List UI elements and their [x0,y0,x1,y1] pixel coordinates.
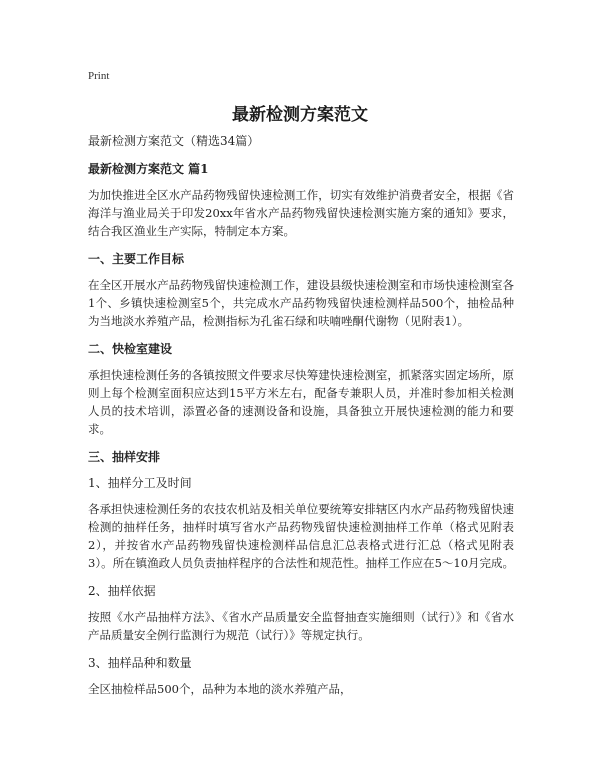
subsection-division-paragraph: 各承担快速检测任务的农技农机站及相关单位要统筹安排辖区内水产品药物残留快速检测的抽样任务，抽样时填写省水产品药物残留快速检测抽样工作单（格式见附表2），并按省水产品药物残留快速检测样品信息汇总表格式进行汇总（格式见附表3）。所在镇渔政人员负责抽样程序的合法性和规范性。抽样工作应在5～10月完成。 [88,502,515,570]
document-subtitle: 最新检测方案范文（精选34篇） [88,134,260,148]
subsection-heading-basis: 2、抽样依据 [88,584,156,598]
document-body [88,132,514,708]
subsection-heading-varieties: 3、抽样品种和数量 [88,656,192,670]
article-heading: 最新检测方案范文 篇1 [88,162,209,176]
section-heading-lab: 二、快检室建设 [88,342,173,356]
intro-paragraph: 为加快推进全区水产品药物残留快速检测工作，切实有效维护消费者安全，根据《省海洋与渔业局关于印发20xx年省水产品药物残留快速检测实施方案的通知》要求，结合我区渔业生产实际，特制定本方案。 [88,188,514,238]
section-heading-goals: 一、主要工作目标 [88,252,185,266]
section-lab-paragraph: 承担快速检测任务的各镇按照文件要求尽快筹建快速检测室，抓紧落实固定场所，原则上每个检测室面积应达到15平方米左右，配备专兼职人员，并准时参加相关检测人员的技术培训，添置必备的速测设备和设施，具备独立开展快速检测的能力和要求。 [88,368,514,436]
subsection-basis-paragraph: 按照《水产品抽样方法》、《省水产品质量安全监督抽查实施细则（试行）》和《省水产品质量安全例行监测行为规范（试行）》等规定执行。 [88,610,514,642]
subsection-varieties-paragraph: 全区抽检样品500个，品种为本地的淡水养殖产品， [88,682,352,696]
section-heading-sampling: 三、抽样安排 [88,450,161,464]
subsection-heading-division: 1、抽样分工及时间 [88,476,192,490]
section-goals-paragraph: 在全区开展水产品药物残留快速检测工作，建设县级快速检测室和市场快速检测室各1个、乡镇快速检测室5个，共完成水产品药物残留快速检测样品500个，抽检品种为当地淡水养殖产品，检测指标为孔雀石绿和呋喃唑酮代谢物（见附表1）。 [88,278,514,328]
page-title: 最新检测方案范文 [232,105,368,125]
print-label: Print [88,70,110,82]
